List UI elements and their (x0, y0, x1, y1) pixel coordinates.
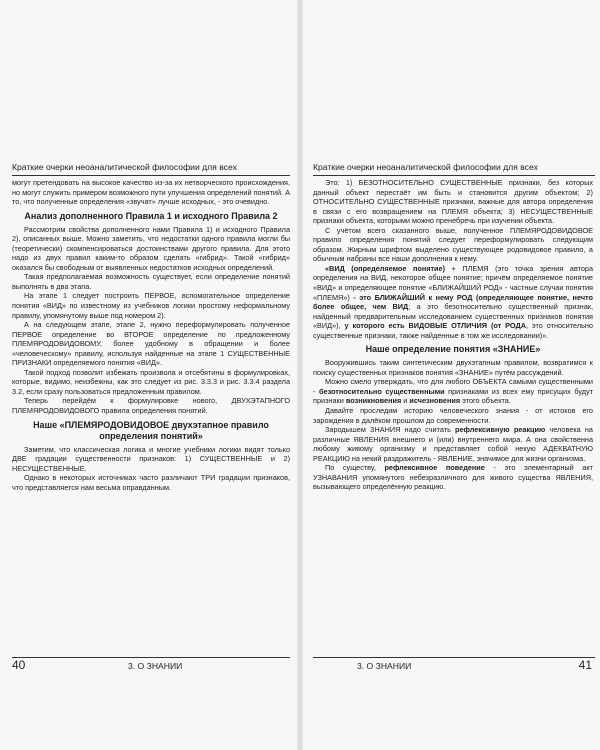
bold-text: - это БЛИЖАЙШИЙ к нему РОД (определяющее понятие, нечто более общее, чем ВИД (313, 292, 593, 312)
paragraph (313, 377, 593, 406)
plain-text: , это относительно существенные признаки, также найденные в том же исследовании)». (313, 321, 593, 340)
plain-text: человека на различные ЯВЛЕНИЯ внешнего и (или) внутреннего мира. А она свойственна любому живому организму и представляет собой некую АДЕКВАТНУЮ РЕАКЦИЮ на некий раздражитель - ЯВЛЕНИЕ, значимое для жизни организма. (313, 425, 593, 463)
plain-text: ; а это безотносительно существенный признак, найденный предварительным исследованием существенных признаков понятия «ВИД»), (313, 302, 593, 331)
paragraph: Давайте проследим историю человеческого знания - от истоков его зарождения в далёком прошлом до современности. (313, 406, 593, 425)
paragraph: Теперь перейдём к формулировке нового, ДВУХЭТАПНОГО ПЛЕМЯРОДОВИДОВОГО правила определения понятий. (12, 396, 290, 416)
plain-text: По существу, (325, 463, 385, 473)
bold-text: безотносительно существенными (319, 386, 445, 396)
chapter-footer: 3. О ЗНАНИИ (128, 661, 183, 671)
bold-text: возникновения (345, 396, 402, 406)
paragraph: Такая предполагаемая возможность существует, если определение понятий выполнять в два этапа. (12, 272, 290, 291)
paragraph (313, 463, 593, 492)
bold-text: «ВИД (определяемое понятие) (325, 263, 446, 273)
plain-text: + ПЛЕМЯ (это точка зрения автора определения на ВИД, некоторое общее понятие; причём определяемое понятие «ВИД» и определяющее понятие «БЛИЖАЙШИЙ РОД» - частные случаи понятия «ПЛЕМЯ») (313, 263, 594, 302)
plain-text: - это элементарный акт УЗНАВАНИЯ упомянутого небезразличного для живого существа ЯВЛЕНИЯ, вызывающего определённую реакцию. (313, 463, 593, 492)
rule-definition-paragraph (313, 264, 593, 340)
right-page (303, 0, 600, 750)
paragraph: Заметим, что классическая логика и многие учебники логики видят только ДВЕ градации существенности признаков: 1) СУЩЕСТВЕННЫЕ и 2) НЕСУЩЕСТВЕННЫЕ. (12, 444, 290, 473)
running-header: Краткие очерки неоаналитической философии для всех (12, 162, 237, 172)
header-rule (313, 175, 595, 176)
left-page (0, 0, 297, 750)
paragraph: Такой подход позволит избежать произвола и отсебятины в формулировках, которые, видимо, неизбежны, как это следует из рис. 3.3.3 и рис. 3.3.4 раздела 3.2, если сразу пользоваться предложенным правилом. (12, 367, 290, 396)
paragraph: Вооружившись таким синтетическим двухэтапным правилом, возвратимся к поиску существенных признаков понятия «ЗНАНИЕ» путём рассуждений. (313, 358, 593, 377)
section-heading: Анализ дополненного Правила 1 и исходного Правила 2 (24, 210, 278, 221)
plain-text: признаками из всех ему присущих будут признаки (313, 386, 594, 406)
plain-text: этого объекта. (460, 396, 511, 406)
running-header: Краткие очерки неоаналитической философии для всех (313, 162, 538, 172)
page-body (12, 178, 290, 492)
bold-text: рефлексивную реакцию (455, 425, 546, 435)
chapter-footer: 3. О ЗНАНИИ (357, 661, 412, 671)
header-rule (12, 175, 290, 176)
paragraph: Однако в некоторых источниках часто различают ТРИ градации признаков, что представляется нам весьма оправданным. (12, 473, 290, 492)
bold-text: у которого есть ВИДОВЫЕ ОТЛИЧИЯ (от РОДА (344, 321, 526, 331)
paragraph: А на следующем этапе, этапе 2, нужно переформулировать полученное ПЕРВОЕ определение во ВТОРОЕ определение по предложенному ПЛЕМЯРОДОВИДОВОМУ, более удобному в обращении и более «человеческому» правилу, используя найденные на этапе 1 СУЩЕСТВЕННЫЕ ПРИЗНАКИ определяемого понятия «ВИД». (12, 320, 290, 368)
plain-text: Можно смело утверждать, что для любого ОБЪЕКТА самыми существенными - (313, 377, 593, 396)
bold-text: исчезновения (409, 396, 461, 406)
section-heading: Наше «ПЛЕМЯРОДОВИДОВОЕ двухэтапное правило определения понятий» (33, 419, 269, 441)
paragraph: могут претендовать на высокое качество из-за их нетворческого происхождения, но могут служить примером возможного пути улучшения определений понятий. А то, что полученные определения «звучат» лучше исходных, - это очевидно. (12, 178, 290, 207)
page-number: 40 (12, 658, 26, 672)
footer-rule (313, 657, 595, 658)
paragraph: С учётом всего сказанного выше, полученное ПЛЕМЯРОДОВИДОВОЕ правило определения понятий следует переформулировать следующим образом. Жирным шрифтом выделено существующее родовидовое правило, а обычным набраны все наши дополнения к нему. (313, 225, 593, 264)
paragraph: Рассмотрим свойства дополненного нами Правила 1) и исходного Правила 2), описанных выше. Можно заметить, что недостатки одного правила могли бы (теоретически) скомпенсироваться достоинствами другого правила. Для этого надо из двух правил каким-то образом сделать «гибрид». Такой «гибрид» оказался бы свободным от выявленных недостатков исходных определений. (12, 224, 290, 272)
page-number: 41 (578, 658, 592, 672)
paragraph: На этапе 1 следует построить ПЕРВОЕ, вспомогательное определение понятия «ВИД» по известному из учебников логики простому неформальному правилу, упомянутому выше под номером 2). (12, 291, 290, 320)
footer-rule (12, 657, 290, 658)
section-heading: Наше определение понятия «ЗНАНИЕ» (365, 344, 541, 355)
bold-text: рефлексивное поведение (384, 463, 485, 473)
plain-text: и (401, 396, 410, 406)
paragraph (313, 425, 593, 463)
plain-text: Зародышем ЗНАНИЯ надо считать (325, 425, 456, 435)
paragraph: Это: 1) БЕЗОТНОСИТЕЛЬНО СУЩЕСТВЕННЫЕ признаки, без которых данный объект перестаёт им быть и становится другим объектом; 2) ОТНОСИТЕЛЬНО СУЩЕСТВЕННЫЕ признаки, важные для автора определения в связи с его возвращением на ПЛЕМЯ объекта; 3) НЕСУЩЕСТВЕННЫЕ признаки объекта, которыми можно пренебречь при изучении объекта. (313, 178, 593, 226)
page-body (313, 178, 593, 492)
